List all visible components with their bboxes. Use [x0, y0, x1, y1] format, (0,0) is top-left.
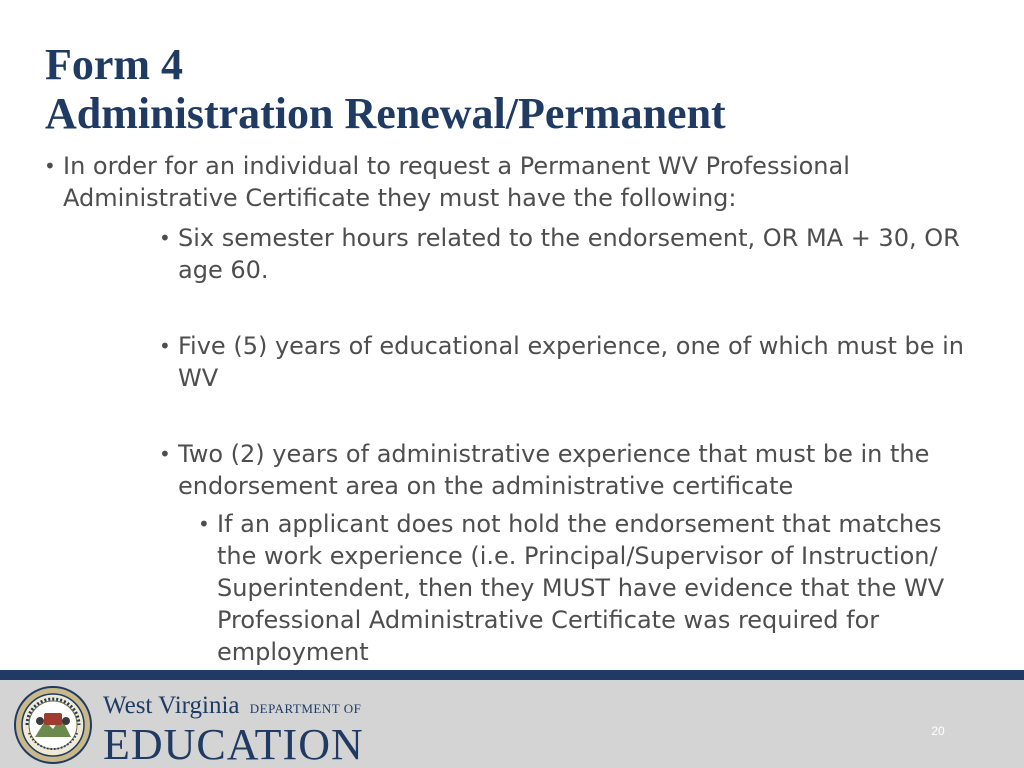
bullet-dot: •: [44, 154, 56, 178]
bullet-dot: •: [159, 226, 171, 250]
bullet-requirement-administrative-experience-text: Two (2) years of administrative experience that must be in the endorsement area on the administrative certificate: [178, 440, 930, 500]
bullet-requirement-administrative-experience: [159, 438, 978, 502]
bullet-dot: •: [159, 442, 171, 466]
bullet-requirement-educational-experience-text: Five (5) years of educational experience, one of which must be in WV: [178, 332, 964, 392]
title-line-1: Form 4: [45, 40, 184, 89]
brand-department-of: DEPARTMENT OF: [249, 701, 362, 716]
page-number: 20: [931, 724, 945, 738]
brand-state-line: [103, 692, 364, 723]
bullet-intro: [44, 150, 993, 214]
bullet-dot: •: [198, 512, 210, 536]
brand-education: EDUCATION: [103, 720, 364, 768]
slide-title: [45, 40, 726, 138]
bullet-endorsement-note-text: If an applicant does not hold the endorsement that matches the work experience (i.e. Principal/Supervisor of Instruction/ Superintendent, then they MUST have evidence that the WV Professional Administrative Certificate was required for employment: [217, 510, 945, 666]
bullet-requirement-semester-hours: [159, 222, 978, 286]
bullet-requirement-educational-experience: [159, 330, 978, 394]
state-seal-icon: [13, 685, 93, 765]
bullet-dot: •: [159, 334, 171, 358]
footer-rule: [0, 670, 1024, 680]
bullet-intro-text: In order for an individual to request a Permanent WV Professional Administrative Certificate they must have the following:: [63, 152, 850, 212]
bullet-requirement-semester-hours-text: Six semester hours related to the endorsement, OR MA + 30, OR age 60.: [178, 224, 960, 284]
bullet-endorsement-note: [198, 508, 987, 668]
title-line-2: Administration Renewal/Permanent: [45, 89, 726, 138]
brand-state-name: West Virginia: [103, 692, 240, 719]
brand-wordmark: [103, 692, 364, 767]
footer: [0, 680, 1024, 768]
